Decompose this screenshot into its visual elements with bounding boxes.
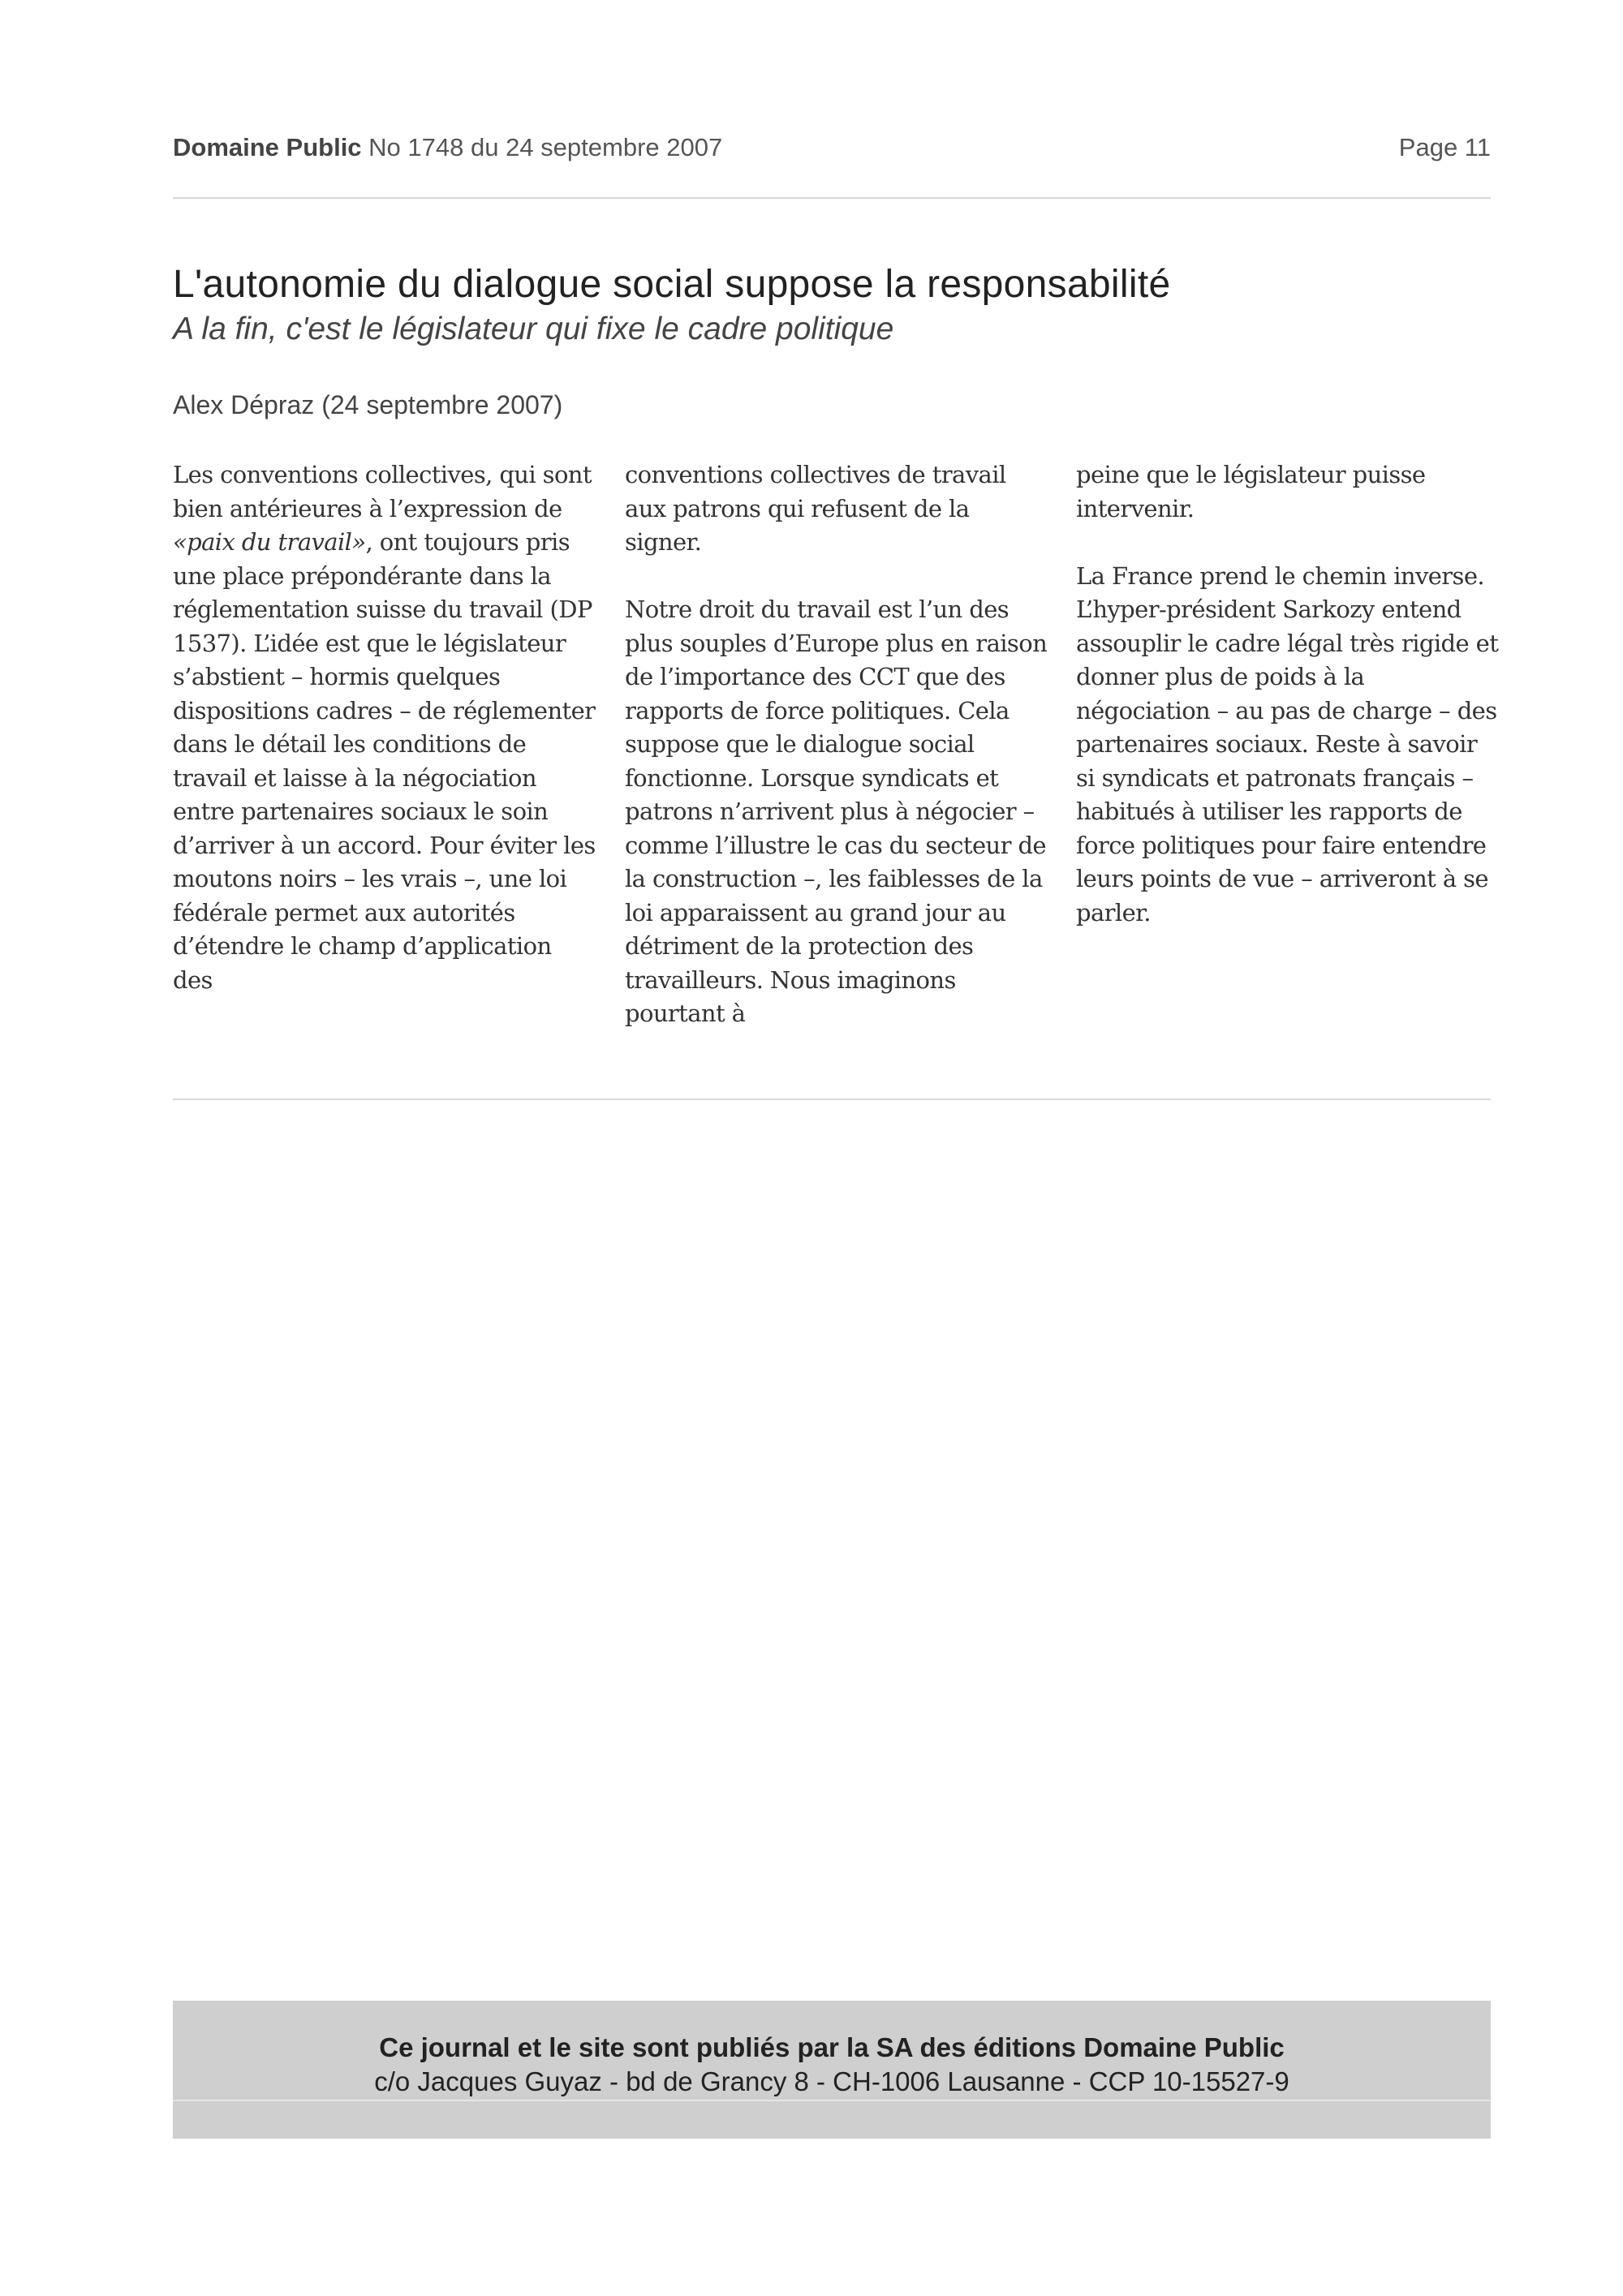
column-3	[1076, 458, 1500, 930]
paragraph: peine que le législateur puisse intervenir.	[1076, 461, 1426, 522]
quoted-phrase: «paix du travail»	[173, 528, 366, 556]
paragraph	[173, 458, 596, 997]
page-number: Page 11	[1398, 133, 1491, 161]
publisher-footer	[173, 2001, 1491, 2139]
footer-divider	[173, 2100, 1491, 2101]
article-end-divider	[173, 1099, 1491, 1100]
article-byline: Alex Dépraz (24 septembre 2007)	[173, 390, 563, 419]
publisher-statement: Ce journal et le site sont publiés par la SA des éditions Domaine Public	[379, 2032, 1285, 2062]
paragraph: Notre droit du travail est l’un des plus souples d’Europe plus en raison de l’importance des CCT que des rapports de force politiques. Cela suppose que le dialogue social fonctionne. Lorsque syndicats et patrons n’arrivent plus à négocier – comme l’illustre le cas du secteur de la construction –, les faiblesses de la loi apparaissent au grand jour au détriment de la protection des travailleurs. Nous imaginons pourtant à	[625, 595, 1048, 1027]
article-body	[173, 458, 1499, 1075]
header-divider	[173, 197, 1491, 199]
paragraph-text: , ont toujours pris une place prépondérante dans la réglementation suisse du travail (DP 1537). L’idée est que le législateur s’abstient – hormis quelques dispositions cadres – de réglementer dans le détail les conditions de travail et laisse à la négociation entre partenaires sociaux le soin d’arriver à un accord. Pour éviter les moutons noirs – les vrais –, une loi fédérale permet aux autorités d’étendre le champ d’application des	[173, 528, 596, 994]
column-2	[625, 458, 1048, 1031]
page-header	[173, 133, 1491, 174]
publisher-address: c/o Jacques Guyaz - bd de Grancy 8 - CH-1006 Lausanne - CCP 10-15527-9	[374, 2066, 1289, 2096]
article-subtitle: A la fin, c'est le législateur qui fixe le cadre politique	[173, 312, 894, 346]
column-1	[173, 458, 596, 997]
paragraph: La France prend le chemin inverse. L’hyper-président Sarkozy entend assouplir le cadre légal très rigide et donner plus de poids à la négociation – au pas de charge – des partenaires sociaux. Reste à savoir si syndicats et patronats français – habitués à utiliser les rapports de force politiques pour faire entendre leurs points de vue – arriveront à se parler.	[1076, 561, 1499, 927]
paragraph-text: Les conventions collectives, qui sont bien antérieures à l’expression de	[173, 461, 592, 522]
issue-info: No 1748 du 24 septembre 2007	[368, 133, 723, 161]
paragraph: conventions collectives de travail aux patrons qui refusent de la signer.	[625, 461, 1006, 556]
publication-name: Domaine Public	[173, 133, 362, 161]
article-title: L'autonomie du dialogue social suppose la responsabilité	[173, 263, 1171, 306]
